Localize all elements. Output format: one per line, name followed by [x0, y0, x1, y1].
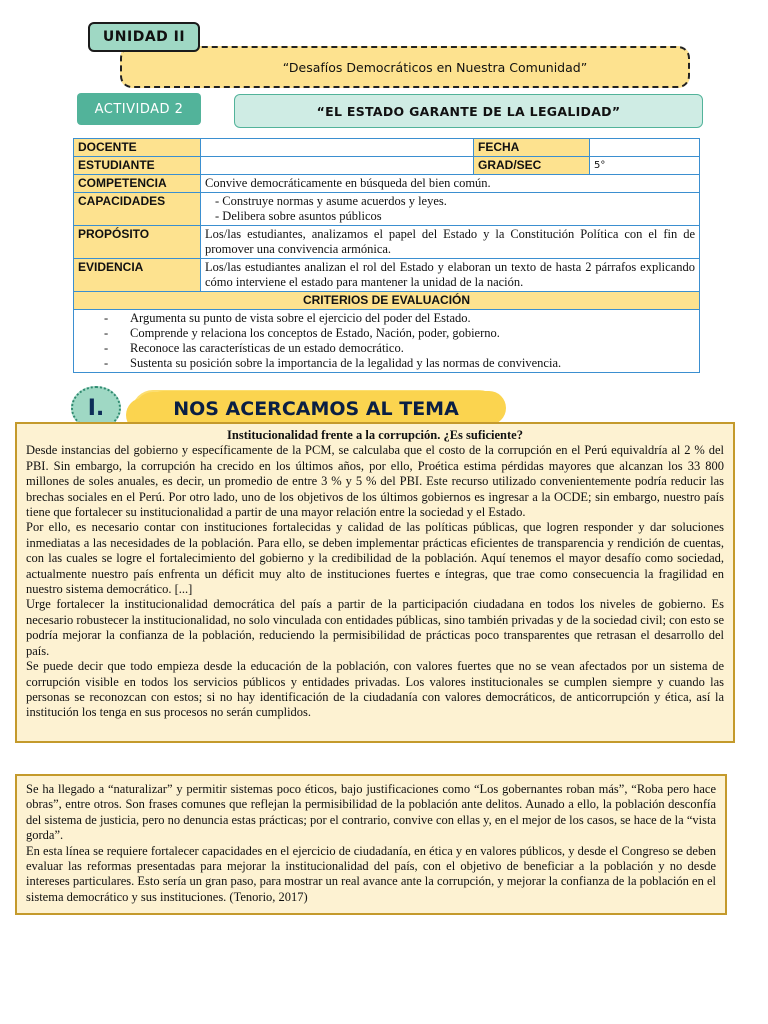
activity-badge: ACTIVIDAD 2	[77, 93, 201, 125]
reading-box-1	[15, 422, 735, 743]
section-number-badge: I.	[71, 386, 121, 430]
activity-title: “EL ESTADO GARANTE DE LA LEGALIDAD”	[234, 94, 703, 128]
section-title: NOS ACERCAMOS AL TEMA	[173, 398, 459, 420]
table-row	[74, 259, 700, 292]
list-item: - Delibera sobre asuntos públicos	[215, 209, 695, 224]
table-row	[74, 226, 700, 259]
capacidades-list	[205, 194, 695, 224]
criterios-header: CRITERIOS DE EVALUACIÓN	[74, 292, 700, 310]
docente-field[interactable]	[201, 139, 474, 157]
criterios-value	[74, 310, 700, 373]
table-row	[74, 310, 700, 373]
fecha-label: FECHA	[474, 139, 590, 157]
list-item: - Construye normas y asume acuerdos y leyes.	[215, 194, 695, 209]
proposito-value: Los/las estudiantes, analizamos el papel del Estado y la Constitución Política con el fin de promover una convivencia armónica.	[201, 226, 700, 259]
criterios-list	[78, 311, 695, 371]
reading-paragraph: Desde instancias del gobierno y específicamente de la PCM, se calculaba que el costo de la corrupción en el Perú equivaldría al 2 % del PBI. Sin embargo, la corrupción ha crecido en los últimos años, por ello, Proética estima pérdidas mayores que alcanzan los 33 800 millones de soles anuales, es decir, un promedio de entre 3 % y 5 % del PBI. Este recurso utilizado convenientemente podría reducir las brechas sociales en el Perú. Por otro lado, uno de los objetivos de los últimos gobiernos es ingresar a la OCDE; sin embargo, nuestro país tiene que fortalecer su institucionalidad a partir de una mayor relación entre la sociedad y el Estado.	[26, 443, 724, 520]
table-row	[74, 139, 700, 157]
reading-box-2	[15, 774, 727, 915]
capacidades-value	[201, 193, 700, 226]
reading-paragraph: Urge fortalecer la institucionalidad democrática del país a partir de la participación ciudadana en todos los niveles de gobierno. Es necesario robustecer la institucionalidad, no solo vinculada con entidades públicas, sino también privadas y de la sociedad civil; con esto se podría mejorar la confianza de la población, reduciendo la permisibilidad de prácticas poco transparentes que retrasan el desarrollo del país.	[26, 597, 724, 658]
unit-title: “Desafíos Democráticos en Nuestra Comunidad”	[282, 59, 588, 75]
reading-paragraph: Se puede decir que todo empieza desde la educación de la población, con valores fuertes que no se vean afectados por un sistema de corrupción visible en todos los servicios públicos y entidades privadas. Los valores institucionales se cumplen siempre y cuando las personas se reconozcan con estos; si no hay identificación de la ciudadanía con valores democráticos, de anticorrupción y ética, así la institución los tenga en sus procesos no serán cumplidos.	[26, 659, 724, 720]
table-row	[74, 292, 700, 310]
list-item: - Argumenta su punto de vista sobre el ejercicio del poder del Estado.	[104, 311, 695, 326]
estudiante-field[interactable]	[201, 157, 474, 175]
table-row	[74, 175, 700, 193]
gradsec-label: GRAD/SEC	[474, 157, 590, 175]
evidencia-value: Los/las estudiantes analizan el rol del Estado y elaboran un texto de hasta 2 párrafos explicando cómo interviene el estado para mantener la unidad de la nación.	[201, 259, 700, 292]
proposito-label: PROPÓSITO	[74, 226, 201, 259]
unit-title-box	[120, 46, 690, 88]
reading-paragraph: En esta línea se requiere fortalecer capacidades en el ejercicio de ciudadanía, en ética y en valores públicos, y desde el Congreso se deben evaluar las reformas presentadas para mejorar la institucionalidad del país, con el objetivo de beneficiar a la población y no desde intereses particulares. Esto sería un gran paso, para mostrar un real avance ante la corrupción, y mejorar la confianza de la población en el sistema democrático y sus instituciones. (Tenorio, 2017)	[26, 843, 716, 904]
evidencia-label: EVIDENCIA	[74, 259, 201, 292]
estudiante-label: ESTUDIANTE	[74, 157, 201, 175]
reading-paragraph: Por ello, es necesario contar con instituciones fortalecidas y calidad de las políticas públicas, que logren responder y dar soluciones inmediatas a las necesidades de la población. Para ello, se deben implementar prácticas eficientes de transparencia y rendición de cuentas, con las cuales se logre el fortalecimiento del gobierno y la credibilidad de la población. Aquí tenemos el mayor desafío como sociedad, actualmente nuestro país enfrenta un déficit muy alto de instituciones fuertes e íntegras, que trae como consecuencia la fragilidad en nuestro sistema democrático. [...]	[26, 520, 724, 597]
list-item: - Sustenta su posición sobre la importancia de la legalidad y las normas de convivencia.	[104, 356, 695, 371]
unit-badge: UNIDAD II	[88, 22, 200, 52]
gradsec-field[interactable]: 5°	[590, 157, 700, 175]
reading-title: Institucionalidad frente a la corrupción. ¿Es suficiente?	[227, 428, 523, 442]
info-table	[73, 138, 700, 373]
table-row	[74, 193, 700, 226]
fecha-field[interactable]	[590, 139, 700, 157]
docente-label: DOCENTE	[74, 139, 201, 157]
list-item: - Comprende y relaciona los conceptos de Estado, Nación, poder, gobierno.	[104, 326, 695, 341]
competencia-label: COMPETENCIA	[74, 175, 201, 193]
reading-paragraph: Se ha llegado a “naturalizar” y permitir sistemas poco éticos, bajo justificaciones como “Los gobernantes roban más”, “Roba pero hace obras”, entre otros. Son frases comunes que reflejan la permisibilidad de la población ante delitos. Aunado a ello, la población desconfía del sistema de justicia, pero no denuncia estas prácticas; por el contrario, convive con ellas y, en el mejor de los casos, se hace de la “vista gorda”.	[26, 782, 716, 843]
table-row	[74, 157, 700, 175]
capacidades-label: CAPACIDADES	[74, 193, 201, 226]
competencia-value: Convive democráticamente en búsqueda del bien común.	[201, 175, 700, 193]
list-item: - Reconoce las características de un estado democrático.	[104, 341, 695, 356]
